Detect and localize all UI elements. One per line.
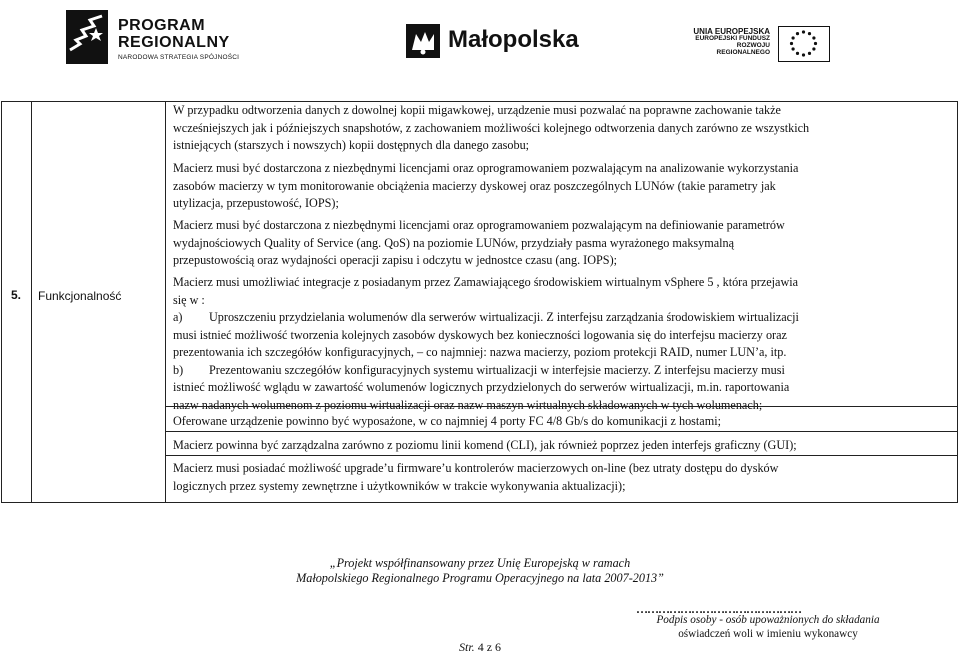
row-number: 5. (11, 288, 22, 302)
eu-flag-icon (778, 26, 830, 62)
row-name: Funkcjonalność (38, 289, 122, 303)
paragraph-vsphere: Macierz musi umożliwiać integracje z posiadanym przez Zamawiającego środowiskiem wirtualnym vSphere 5 , która przejawia się w : a) Uproszczeniu przydzielania wolumenów dla serwerów wirtualizacji. Z interfejsu zarządzania środowiskiem wirtualizacji musi istnieć możliwość tworzenia kolejnych zasobów dyskowych bez konieczności logowania się do interfejsu macierzy oraz prezentowania ich szczegółów konfiguracyjnych, – co najmniej: nazwa macierzy, poziom protekcji RAID, numer LUN’a, itp. b) Prezentowaniu szczegółów konfiguracyjnych systemu wirtualizacji w interfejsie macierzy. Z interfejsu macierzy musi istnieć możliwość wglądu w zawartość wolumenów logicznych przydzielonych do serwerów wirtualizacji, m.in. raportowania nazw nadanych wolumenom z poziomu wirtualizacji oraz nazw maszyn wirtualnych składowanych w tych wolumenach; (173, 275, 799, 412)
footer-line2: Małopolskiego Regionalnego Programu Operacyjnego na lata 2007-2013” (296, 571, 664, 585)
logo-right-line2: EUROPEJSKI FUNDUSZ (695, 35, 770, 43)
footer-line1: „Projekt współfinansowany przez Unię Europejską w ramach (329, 556, 631, 570)
signature-caption-line2: oświadczeń woli w imieniu wykonawcy (678, 628, 858, 640)
signature-caption-line1: Podpis osoby - osób upoważnionych do składania (656, 614, 880, 626)
logo-right-line3: ROZWOJU REGIONALNEGO (716, 42, 770, 57)
program-regionalny-logo (66, 8, 256, 68)
paragraph-ports: Oferowane urządzenie powinno być wyposażone, w co najmniej 4 porty FC 4/8 Gb/s do komunikacji z hostami; (173, 414, 721, 428)
paragraph-upgrade: Macierz musi posiadać możliwość upgrade’u firmware’u kontrolerów macierzowych on-line (bez utraty dostępu do dysków logicznych przez systemy zewnętrzne i użytkowników w trakcie wykonywania aktualizacji); (173, 461, 779, 493)
flag-stars-icon (66, 10, 108, 64)
logo-right-line1: UNIA EUROPEJSKA (693, 27, 770, 36)
ue-logo (686, 26, 836, 66)
specification-table (1, 101, 958, 503)
logo-center-text: Małopolska (448, 26, 579, 53)
logo-left-line3: NARODOWA STRATEGIA SPÓJNOŚCI (118, 54, 240, 61)
logo-left-line2: REGIONALNY (118, 34, 230, 51)
page-number: Str. 4 z 6 (459, 640, 502, 654)
signature-dots: ……………………………………… (636, 602, 801, 616)
malopolska-emblem-icon (406, 24, 440, 58)
paragraph-qos: Macierz musi być dostarczona z niezbędnymi licencjami oraz oprogramowaniem pozwalającym na definiowanie parametrów wydajnościowych Quality of Service (ang. QoS) na poziomie LUNów, przydziały pasma wyrażonego maksymalną przepustowością oraz wydajności operacji zapisu i odczytu w jednostce czasu (ang. IOPS); (173, 218, 785, 267)
paragraph-snapshots: W przypadku odtworzenia danych z dowolnej kopii migawkowej, urządzenie musi pozwalać na poprawne zachowanie także wcześniejszych jak i późniejszych snapshotów, z zachowaniem możliwości kolejnego odtworzenia danych zarówno ze wszystkich istniejących (starszych i nowszych) kopii dostępnych dla danego zasobu; (173, 103, 810, 152)
paragraph-management: Macierz powinna być zarządzalna zarówno z poziomu linii komend (CLI), jak również poprzez jeden interfejs graficzny (GUI); (173, 438, 797, 452)
paragraph-monitoring: Macierz musi być dostarczona z niezbędnymi licencjami oraz oprogramowaniem pozwalającym na analizowanie wykorzystania zasobów macierzy w tym monitorowanie obciążenia macierzy dyskowej oraz poszczególnych LUNów (takie parametry jak utylizacja, przepustowość, IOPS); (173, 161, 799, 210)
logo-left-line1: PROGRAM (118, 17, 206, 34)
